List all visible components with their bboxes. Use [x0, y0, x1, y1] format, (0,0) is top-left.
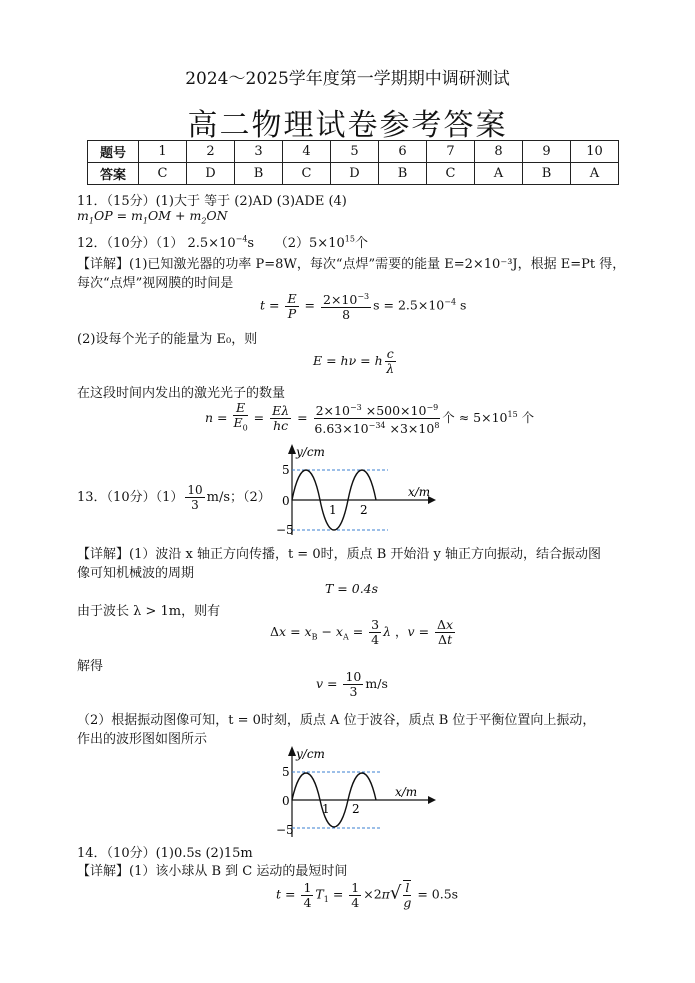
q12-answer-1: 2.5×10: [187, 236, 236, 251]
tick-1: 1: [329, 503, 337, 517]
q13-detail-line-6: 作出的波形图如图所示: [77, 732, 208, 747]
q12-detail-line-1: 【详解】(1)已知激光器的功率 P=8W，每次“点焊”需要的能量 E=2×10⁻³J，根据 E=Pt 得，: [77, 257, 626, 272]
q12-answer-line: [77, 232, 368, 251]
q14-answer-line: 14．（10分）(1)0.5s (2)15m: [77, 846, 253, 861]
table-cell: 3: [235, 141, 283, 163]
table-cell: 8: [475, 141, 523, 163]
table-cell: D: [187, 163, 235, 185]
table-cell: 4: [283, 141, 331, 163]
y-axis-arrow: [288, 746, 296, 756]
y-label: y/cm: [296, 445, 325, 459]
q12-label: 12．（10分）（1）: [77, 236, 184, 251]
q12-answer-2-exp: 15: [344, 234, 355, 244]
q12-answer-2: 5×10: [309, 236, 345, 251]
table-cell: 7: [427, 141, 475, 163]
q13-velocity-result: v = $\frac{10}{3}$ m/s: [316, 669, 388, 699]
wave-graph-2: [270, 742, 445, 842]
q12-detail-line-4: 在这段时间内发出的激光光子的数量: [77, 386, 286, 401]
tick-2: 2: [360, 503, 368, 517]
q11-answer-line: 11．（15分）(1)大于 等于 (2)AD (3)ADE (4): [77, 194, 347, 209]
q11-op: OP = m: [93, 208, 143, 223]
q13-detail-line-4: 解得: [77, 659, 104, 674]
x-axis-arrow: [428, 796, 436, 804]
q14-detail-line-1: 【详解】(1）该小球从 B 到 C 运动的最短时间: [77, 864, 348, 879]
q13-frac-denominator: 3: [191, 498, 199, 512]
q11-momentum-equation: $m_1OP = m_1OM + m_2ON$: [77, 208, 228, 226]
table-row-numbers: [88, 141, 619, 163]
table-cell: 5: [331, 141, 379, 163]
row-label-answers: 答案: [88, 163, 139, 185]
x-label: x/m: [408, 485, 431, 499]
q12-answer-1-unit: s: [247, 236, 255, 251]
table-cell: B: [523, 163, 571, 185]
q11-om: OM + m: [147, 208, 202, 223]
table-cell: C: [139, 163, 187, 185]
q12-detail-line-3: (2)设每个光子的能量为 E₀，则: [77, 332, 258, 347]
table-cell: 9: [523, 141, 571, 163]
table-cell: 1: [139, 141, 187, 163]
tick-0: 0: [282, 794, 290, 808]
table-cell: C: [427, 163, 475, 185]
row-label-numbers: 题号: [88, 141, 139, 163]
table-cell: C: [283, 163, 331, 185]
tick-0: 0: [282, 494, 290, 508]
table-cell: 10: [571, 141, 619, 163]
table-cell: B: [379, 163, 427, 185]
answer-table: [87, 140, 619, 185]
q13-unit-part2: m/s；（2）: [206, 490, 271, 505]
q11-m1: m: [77, 208, 89, 223]
y-axis-arrow: [288, 444, 296, 454]
table-cell: 2: [187, 141, 235, 163]
tick-minus-5: −5: [276, 523, 294, 537]
tick-5: 5: [282, 463, 290, 477]
q12-time-equation: t = $\frac{E}{P}$ = $\frac{2\times 10^{-3}}{8}$ $s = 2.5\times 10^{-4}$ s: [260, 290, 467, 323]
x-label: x/m: [395, 785, 418, 799]
q12-photon-energy-equation: E = hν = h $\frac{c}{\lambda}$: [313, 346, 395, 376]
table-cell: A: [475, 163, 523, 185]
q13-frac-numerator: 10: [187, 483, 203, 497]
wave-graph-1: [270, 440, 445, 540]
exam-header: 2024～2025学年度第一学期期中调研测试: [185, 69, 510, 89]
q12-answer-2-unit: 个: [354, 236, 368, 251]
tick-5: 5: [282, 765, 290, 779]
q13-wavelength-equation: $\Delta x = x_B - x_A$ = $\frac{3}{4}$ λ ，v = $\frac{\Delta x}{\Delta t}$: [270, 617, 454, 647]
q12-part2-label: （2）: [274, 236, 310, 251]
q14-time-equation: t = $\frac{1}{4}$ $T_1$ = $\frac{1}{4}$ ×2π√ $\frac{l}{g}$ = 0.5s: [276, 879, 459, 910]
q11-on: ON: [206, 208, 228, 223]
q13-detail-line-2: 像可知机械波的周期: [77, 566, 195, 581]
tick-1: 1: [322, 802, 330, 816]
q13-detail-line-1: 【详解】(1）波沿 x 轴正方向传播，t = 0时，质点 B 开始沿 y 轴正方向振动，结合振动图: [77, 547, 602, 562]
table-row-answers: [88, 163, 619, 185]
q12-photon-count-equation: n = $\frac{E}{E_0}$ = $\frac{E\lambda}{hc}$ = $\frac{2\times 10^{-3} \times 500\times 10^{-9}}{6.63\times 10^{-34} \times 3\times 10^8}$ 个 ≈ $5\times 10^{15}$ 个: [205, 400, 535, 437]
y-label: y/cm: [296, 747, 325, 761]
table-cell: A: [571, 163, 619, 185]
q13-detail-line-5: （2）根据振动图像可知，t = 0时刻，质点 A 位于波谷，质点 B 位于平衡位置向上振动，: [77, 713, 596, 728]
table-cell: D: [331, 163, 379, 185]
table-cell: B: [235, 163, 283, 185]
q12-answer-1-exp: −4: [235, 234, 248, 244]
q12-detail-line-2: 每次“点焊”视网膜的时间是: [77, 276, 234, 291]
table-cell: 6: [379, 141, 427, 163]
q13-detail-line-3: 由于波长 λ > 1m，则有: [77, 604, 221, 619]
tick-2: 2: [352, 802, 360, 816]
q13-label: 13．（10分）（1）: [77, 490, 184, 505]
tick-minus-5: −5: [276, 823, 294, 837]
q13-answer-line: [77, 483, 271, 512]
page-title: 高二物理试卷参考答案: [187, 108, 508, 143]
q13-period: T = 0.4s: [325, 581, 379, 596]
